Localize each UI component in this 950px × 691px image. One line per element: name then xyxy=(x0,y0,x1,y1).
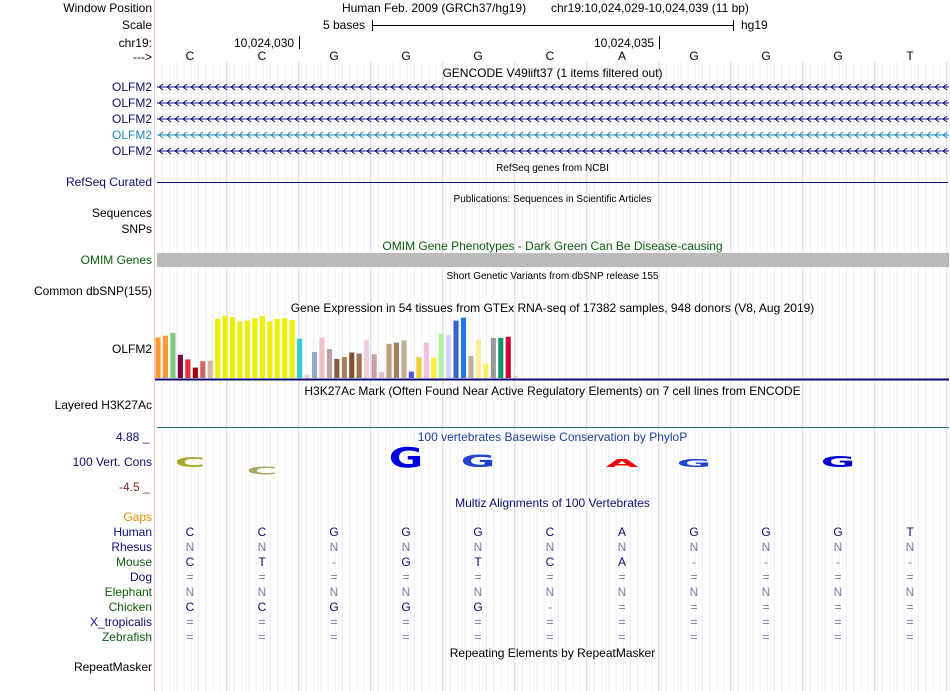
phylop-base-letter: G xyxy=(460,451,496,472)
multiz-aligned-base: G xyxy=(473,600,483,614)
multiz-aligned-base: - xyxy=(764,555,768,569)
chromosome-label: chr19: xyxy=(118,36,152,50)
multiz-track-title: Multiz Alignments of 100 Vertebrates xyxy=(455,496,650,510)
publications-sequences-label[interactable]: Sequences xyxy=(91,206,152,220)
phylop-base-letter: G xyxy=(388,442,424,475)
multiz-aligned-base: = xyxy=(762,570,770,584)
multiz-aligned-base: = xyxy=(906,570,914,584)
multiz-aligned-base: = xyxy=(546,615,554,629)
repeatmasker-label[interactable]: RepeatMasker xyxy=(73,660,152,674)
multiz-aligned-base: = xyxy=(690,630,698,644)
multiz-aligned-base: = xyxy=(762,600,770,614)
multiz-aligned-base: = xyxy=(690,615,698,629)
layered-h3k27ac-label[interactable]: Layered H3K27Ac xyxy=(54,398,152,412)
gtex-track-title: Gene Expression in 54 tissues from GTEx RNA-seq of 17382 samples, 948 donors (V8, Aug 2019) xyxy=(290,301,815,315)
multiz-aligned-base: = xyxy=(618,600,626,614)
multiz-aligned-base: - xyxy=(332,555,336,569)
scale-label: Scale xyxy=(121,18,152,32)
publications-track-title: Publications: Sequences in Scientific Articles xyxy=(453,194,652,205)
phylop-base-letter: G xyxy=(676,457,712,470)
multiz-aligned-base: - xyxy=(692,555,696,569)
strand-label: ---> xyxy=(133,50,152,64)
reference-base: C xyxy=(185,49,195,63)
multiz-aligned-base: = xyxy=(258,615,266,629)
multiz-aligned-base: N xyxy=(761,585,771,599)
multiz-aligned-base: N xyxy=(833,540,843,554)
multiz-aligned-base: C xyxy=(545,525,555,539)
multiz-aligned-base: = xyxy=(330,570,338,584)
multiz-aligned-base: N xyxy=(185,540,195,554)
multiz-aligned-base: C xyxy=(257,600,267,614)
multiz-aligned-base: T xyxy=(906,525,914,539)
multiz-aligned-base: = xyxy=(690,600,698,614)
multiz-aligned-base: N xyxy=(689,540,699,554)
multiz-species-label[interactable]: X_tropicalis xyxy=(89,615,152,629)
multiz-aligned-base: N xyxy=(257,585,267,599)
multiz-aligned-base: N xyxy=(761,540,771,554)
multiz-aligned-base: N xyxy=(329,540,339,554)
multiz-aligned-base: = xyxy=(906,600,914,614)
multiz-species-label[interactable]: Elephant xyxy=(104,585,152,599)
multiz-aligned-base: = xyxy=(834,600,842,614)
phylop-track-title: 100 vertebrates Basewise Conservation by PhyloP xyxy=(417,430,688,444)
reference-base: C xyxy=(545,49,555,63)
multiz-aligned-base: T xyxy=(258,555,266,569)
reference-base: G xyxy=(473,49,483,63)
multiz-aligned-base: - xyxy=(548,600,552,614)
multiz-aligned-base: G xyxy=(761,525,771,539)
multiz-aligned-base: = xyxy=(474,570,482,584)
multiz-aligned-base: = xyxy=(546,630,554,644)
multiz-aligned-base: = xyxy=(618,615,626,629)
multiz-aligned-base: N xyxy=(905,540,915,554)
multiz-aligned-base: G xyxy=(401,600,411,614)
multiz-species-label[interactable]: Dog xyxy=(129,570,152,584)
multiz-aligned-base: = xyxy=(186,630,194,644)
multiz-aligned-base: = xyxy=(546,570,554,584)
multiz-aligned-base: = xyxy=(618,570,626,584)
gencode-track-title: GENCODE V49lift37 (1 items filtered out) xyxy=(442,66,663,80)
reference-base: G xyxy=(689,49,699,63)
assembly-info: Human Feb. 2009 (GRCh37/hg19) xyxy=(342,1,527,15)
multiz-aligned-base: = xyxy=(402,630,410,644)
multiz-aligned-base: G xyxy=(689,525,699,539)
phylop-base-letter: G xyxy=(820,453,856,471)
multiz-aligned-base: = xyxy=(402,570,410,584)
multiz-aligned-base: N xyxy=(545,585,555,599)
scale-db: hg19 xyxy=(741,18,768,32)
gencode-transcript-label[interactable]: OLFM2 xyxy=(111,144,152,158)
refseq-curated-label[interactable]: RefSeq Curated xyxy=(65,175,152,189)
multiz-species-label[interactable]: Mouse xyxy=(115,555,152,569)
multiz-aligned-base: T xyxy=(474,555,482,569)
multiz-aligned-base: = xyxy=(834,630,842,644)
multiz-aligned-base: C xyxy=(185,555,195,569)
scale-value: 5 bases xyxy=(323,18,366,32)
multiz-aligned-base: = xyxy=(402,615,410,629)
phylop-max-label: 4.88 _ xyxy=(116,430,150,444)
multiz-aligned-base: = xyxy=(474,630,482,644)
repeatmasker-track-title: Repeating Elements by RepeatMasker xyxy=(449,646,656,660)
multiz-aligned-base: G xyxy=(329,525,339,539)
multiz-aligned-base: N xyxy=(545,540,555,554)
multiz-aligned-base: = xyxy=(906,630,914,644)
reference-base: G xyxy=(761,49,771,63)
gtex-gene-label[interactable]: OLFM2 xyxy=(111,342,152,356)
multiz-gaps-label: Gaps xyxy=(123,510,152,524)
reference-base: G xyxy=(401,49,411,63)
reference-base: C xyxy=(257,49,267,63)
phylop-track-label[interactable]: 100 Vert. Cons xyxy=(72,455,152,469)
multiz-aligned-base: N xyxy=(905,585,915,599)
multiz-aligned-base: A xyxy=(617,525,626,539)
multiz-aligned-base: G xyxy=(401,525,411,539)
multiz-species-label[interactable]: Chicken xyxy=(108,600,152,614)
dbsnp-track-title: Short Genetic Variants from dbSNP release 155 xyxy=(446,271,659,282)
multiz-species-label[interactable]: Rhesus xyxy=(111,540,152,554)
multiz-aligned-base: = xyxy=(474,615,482,629)
multiz-aligned-base: = xyxy=(762,615,770,629)
multiz-aligned-base: N xyxy=(401,540,411,554)
multiz-aligned-base: C xyxy=(257,525,267,539)
reference-base: G xyxy=(329,49,339,63)
gencode-transcript-label[interactable]: OLFM2 xyxy=(111,80,152,94)
multiz-aligned-base: N xyxy=(401,585,411,599)
reference-base: G xyxy=(833,49,843,63)
multiz-aligned-base: G xyxy=(833,525,843,539)
window-position-value: chr19:10,024,029-10,024,039 (11 bp) xyxy=(551,1,749,15)
omim-genes-label[interactable]: OMIM Genes xyxy=(80,253,152,267)
gencode-transcript-label[interactable]: OLFM2 xyxy=(111,96,152,110)
multiz-aligned-base: = xyxy=(690,570,698,584)
multiz-aligned-base: - xyxy=(836,555,840,569)
multiz-aligned-base: N xyxy=(257,540,267,554)
ruler-tick-label: 10,024,035 xyxy=(594,36,655,50)
multiz-aligned-base: A xyxy=(617,555,626,569)
common-dbsnp-label[interactable]: Common dbSNP(155) xyxy=(33,284,152,298)
multiz-aligned-base: = xyxy=(330,630,338,644)
multiz-aligned-base: = xyxy=(834,615,842,629)
multiz-aligned-base: = xyxy=(906,615,914,629)
phylop-base-letter: C xyxy=(246,465,278,477)
multiz-aligned-base: = xyxy=(762,630,770,644)
multiz-aligned-base: C xyxy=(185,600,195,614)
gencode-transcript-label[interactable]: OLFM2 xyxy=(111,112,152,126)
multiz-aligned-base: C xyxy=(185,525,195,539)
multiz-aligned-base: - xyxy=(908,555,912,569)
multiz-aligned-base: N xyxy=(833,585,843,599)
multiz-aligned-base: = xyxy=(330,615,338,629)
multiz-aligned-base: = xyxy=(618,630,626,644)
multiz-aligned-base: = xyxy=(834,570,842,584)
window-position-label: Window Position xyxy=(63,1,152,15)
multiz-aligned-base: N xyxy=(473,585,483,599)
reference-base: A xyxy=(617,49,626,63)
gencode-transcript-label[interactable]: OLFM2 xyxy=(111,128,152,142)
publications-snps-label[interactable]: SNPs xyxy=(121,222,152,236)
multiz-aligned-base: G xyxy=(401,555,411,569)
phylop-base-letter: A xyxy=(605,457,639,470)
ruler-tick-label: 10,024,030 xyxy=(234,36,295,50)
multiz-aligned-base: G xyxy=(329,600,339,614)
multiz-aligned-base: G xyxy=(473,525,483,539)
multiz-aligned-base: C xyxy=(545,555,555,569)
h3k27ac-track-title: H3K27Ac Mark (Often Found Near Active Regulatory Elements) on 7 cell lines from ENCODE xyxy=(304,384,801,398)
refseq-track-title: RefSeq genes from NCBI xyxy=(496,163,609,174)
multiz-aligned-base: N xyxy=(185,585,195,599)
multiz-aligned-base: = xyxy=(186,570,194,584)
multiz-aligned-base: = xyxy=(258,630,266,644)
phylop-base-letter: C xyxy=(174,454,206,471)
multiz-aligned-base: = xyxy=(186,615,194,629)
reference-base: T xyxy=(906,49,914,63)
multiz-aligned-base: N xyxy=(329,585,339,599)
multiz-aligned-base: N xyxy=(473,540,483,554)
multiz-aligned-base: N xyxy=(617,540,627,554)
multiz-aligned-base: N xyxy=(689,585,699,599)
multiz-aligned-base: = xyxy=(258,570,266,584)
omim-track-title: OMIM Gene Phenotypes - Dark Green Can Be Disease-causing xyxy=(382,239,723,253)
phylop-min-label: -4.5 _ xyxy=(119,480,150,494)
multiz-species-label[interactable]: Zebrafish xyxy=(101,630,152,644)
multiz-species-label[interactable]: Human xyxy=(113,525,152,539)
multiz-aligned-base: N xyxy=(617,585,627,599)
